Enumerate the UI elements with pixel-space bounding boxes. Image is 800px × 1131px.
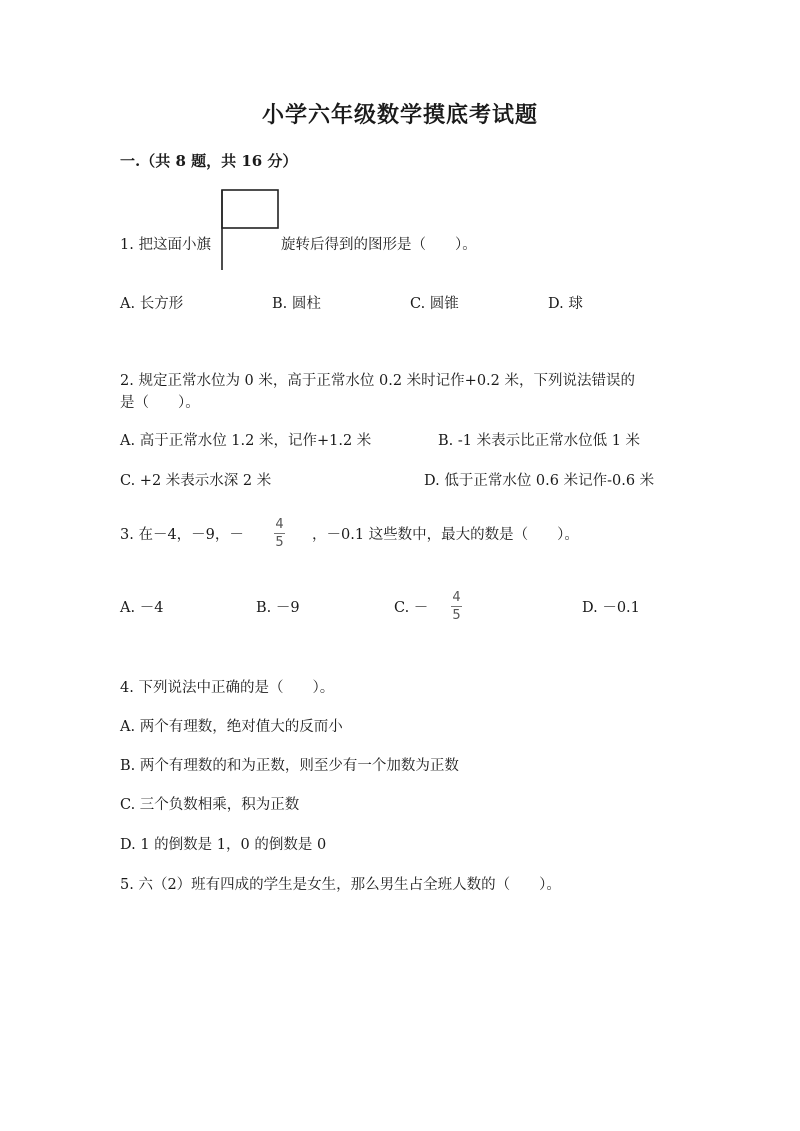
question-1-option-c[interactable]: C. 圆锥 bbox=[410, 296, 459, 312]
option-c-fraction bbox=[451, 590, 462, 623]
question-4-option-a[interactable]: A. 两个有理数，绝对值大的反而小 bbox=[120, 719, 343, 735]
question-1-text-after: 旋转后得到的图形是（ ）。 bbox=[281, 237, 477, 253]
question-3-option-d[interactable]: D. －0.1 bbox=[582, 600, 640, 616]
question-4-option-b[interactable]: B. 两个有理数的和为正数，则至少有一个加数为正数 bbox=[120, 758, 459, 774]
question-2-line-2: 是（ ）。 bbox=[120, 395, 200, 411]
question-2-option-b[interactable]: B. -1 米表示比正常水位低 1 米 bbox=[438, 433, 641, 449]
section-heading: 一.（共 8 题，共 16 分） bbox=[120, 152, 298, 170]
question-1-option-b[interactable]: B. 圆柱 bbox=[272, 296, 321, 312]
question-3-text-after: ，－0.1 这些数中，最大的数是（ ）。 bbox=[312, 527, 579, 543]
question-2-option-c[interactable]: C. +2 米表示水深 2 米 bbox=[120, 473, 272, 489]
question-2-option-d[interactable]: D. 低于正常水位 0.6 米记作-0.6 米 bbox=[424, 473, 655, 489]
fraction-bar bbox=[451, 606, 462, 607]
flag-figure bbox=[218, 188, 282, 270]
exam-title: 小学六年级数学摸底考试题 bbox=[261, 102, 539, 128]
question-5-text: 5. 六（2）班有四成的学生是女生，那么男生占全班人数的（ ）。 bbox=[120, 877, 561, 893]
question-1-option-d[interactable]: D. 球 bbox=[548, 296, 583, 312]
question-3-option-c[interactable]: C. － bbox=[394, 600, 429, 616]
question-4-option-d[interactable]: D. 1 的倒数是 1，0 的倒数是 0 bbox=[120, 837, 327, 853]
question-3-option-b[interactable]: B. －9 bbox=[256, 600, 300, 616]
question-3-option-a[interactable]: A. －4 bbox=[120, 600, 164, 616]
question-4-option-c[interactable]: C. 三个负数相乘，积为正数 bbox=[120, 797, 300, 813]
fraction-bar bbox=[274, 533, 285, 534]
question-3-text-before: 3. 在－4，－9，－ bbox=[120, 527, 244, 543]
question-1-text-before: 1. 把这面小旗 bbox=[120, 237, 211, 253]
question-2-line-1: 2. 规定正常水位为 0 米，高于正常水位 0.2 米时记作+0.2 米，下列说法错误的 bbox=[120, 373, 635, 389]
fraction-denominator: 5 bbox=[275, 535, 284, 550]
fraction-numerator: 4 bbox=[452, 590, 461, 605]
question-4-text: 4. 下列说法中正确的是（ ）。 bbox=[120, 680, 335, 696]
fraction-numerator: 4 bbox=[275, 517, 284, 532]
question-2-option-a[interactable]: A. 高于正常水位 1.2 米，记作+1.2 米 bbox=[120, 433, 372, 449]
fraction-denominator: 5 bbox=[452, 608, 461, 623]
question-3-fraction bbox=[274, 517, 285, 550]
question-1-option-a[interactable]: A. 长方形 bbox=[120, 296, 184, 312]
